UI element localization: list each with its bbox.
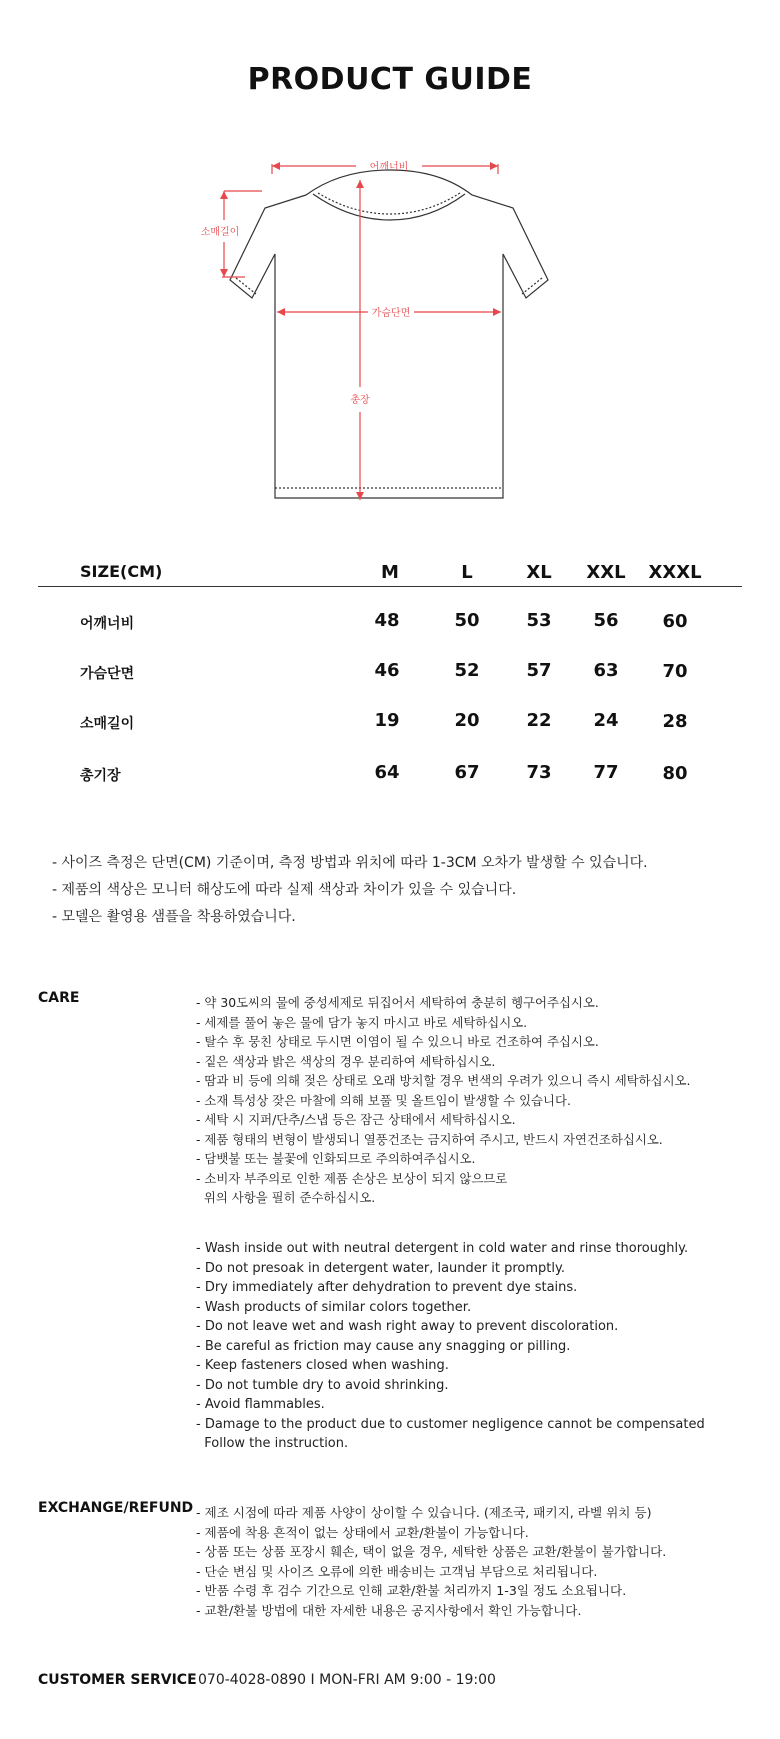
customer-service-info: 070-4028-0890 I MON-FRI AM 9:00 - 19:00 <box>198 1672 496 1688</box>
care-ko-line: - 소재 특성상 잦은 마찰에 의해 보풀 및 올트임이 발생할 수 있습니다. <box>196 1092 571 1108</box>
care-label: CARE <box>38 990 80 1006</box>
exchange-line: - 상품 또는 상품 포장시 훼손, 택이 없을 경우, 세탁한 상품은 교환/환불이 불가합니다. <box>196 1544 667 1559</box>
exchange-line: - 제품에 착용 흔적이 없는 상태에서 교환/환불이 가능합니다. <box>196 1524 529 1540</box>
care-ko-line: - 짙은 색상과 밝은 색상의 경우 분리하여 세탁하십시오. <box>196 1053 496 1069</box>
table-cell: 73 <box>526 762 552 783</box>
note-line: - 제품의 색상은 모니터 해상도에 따라 실제 색상과 차이가 있을 수 있습니다. <box>52 882 517 898</box>
table-cell: 64 <box>374 762 400 783</box>
care-en-line: - Wash products of similar colors together. <box>196 1299 472 1315</box>
note-line: - 사이즈 측정은 단면(CM) 기준이며, 측정 방법과 위치에 따라 1-3CM 오차가 발생할 수 있습니다. <box>52 855 648 871</box>
table-cell: 20 <box>454 710 480 731</box>
table-cell: 24 <box>593 710 619 731</box>
care-en-line: - Wash inside out with neutral detergent in cold water and rinse thoroughly. <box>196 1241 689 1256</box>
care-ko-line: - 세탁 시 지퍼/단추/스냅 등은 잠근 상태에서 세탁하십시오. <box>196 1112 516 1127</box>
table-cell: 22 <box>526 710 552 731</box>
exchange-line: - 제조 시점에 따라 제품 사양이 상이할 수 있습니다. (제조국, 패키지, 라벨 위치 등) <box>196 1505 652 1520</box>
table-cell: 57 <box>526 660 552 681</box>
size-col-xl: XL <box>526 562 552 583</box>
exchange-label: EXCHANGE/REFUND <box>38 1500 194 1516</box>
care-ko-line: - 땀과 비 등에 의해 젖은 상태로 오래 방치할 경우 변색의 우려가 있으니 즉시 세탁하십시오. <box>196 1073 691 1088</box>
row-label-length: 총기장 <box>80 768 121 784</box>
chest-label: 가슴단면 <box>371 308 411 319</box>
table-cell: 56 <box>593 610 619 631</box>
table-cell: 60 <box>662 611 688 632</box>
exchange-line: - 반품 수령 후 검수 기간으로 인해 교환/환불 처리까지 1-3일 정도 소요됩니다. <box>196 1583 627 1598</box>
care-en-line: - Do not leave wet and wash right away to prevent discoloration. <box>196 1319 619 1334</box>
sleeve-label: 소매길이 <box>200 227 240 238</box>
size-col-xxxl: XXXL <box>648 562 702 583</box>
table-cell: 63 <box>593 660 619 681</box>
table-cell: 53 <box>526 610 552 631</box>
table-cell: 48 <box>374 610 400 631</box>
care-en-line: - Be careful as friction may cause any snagging or pilling. <box>196 1338 571 1354</box>
care-ko-line: - 소비자 부주의로 인한 제품 손상은 보상이 되지 않으므로 <box>196 1170 508 1186</box>
tshirt-outline-icon <box>230 170 548 498</box>
tshirt-measurement-diagram <box>200 150 580 510</box>
care-ko-line: - 세제를 풀어 놓은 물에 담가 놓지 마시고 바로 세탁하십시오. <box>196 1014 528 1030</box>
size-header-label: SIZE(CM) <box>80 562 163 581</box>
table-cell: 67 <box>454 762 480 783</box>
care-en-line: - Damage to the product due to customer negligence cannot be compensated <box>196 1416 705 1432</box>
care-en-line: - Keep fasteners closed when washing. <box>196 1358 449 1373</box>
care-ko-line: - 약 30도씨의 물에 중성세제로 뒤집어서 세탁하여 충분히 헹구어주십시오. <box>196 995 599 1010</box>
care-en-line: - Avoid flammables. <box>196 1397 325 1412</box>
size-col-xxl: XXL <box>586 562 626 583</box>
table-cell: 70 <box>662 661 688 682</box>
table-cell: 77 <box>593 762 619 783</box>
length-label: 총장 <box>350 395 370 406</box>
row-label-shoulder: 어깨너비 <box>80 616 135 632</box>
table-cell: 80 <box>662 763 688 784</box>
table-divider <box>38 586 742 587</box>
customer-service-label: CUSTOMER SERVICE <box>38 1672 197 1688</box>
care-en-line: - Do not presoak in detergent water, launder it promptly. <box>196 1260 565 1276</box>
table-cell: 50 <box>454 610 480 631</box>
size-col-l: L <box>461 562 473 583</box>
table-cell: 19 <box>374 710 400 731</box>
row-label-sleeve: 소매길이 <box>80 716 135 732</box>
care-en-line: - Do not tumble dry to avoid shrinking. <box>196 1377 449 1393</box>
table-cell: 28 <box>662 711 688 732</box>
size-col-m: M <box>381 562 399 583</box>
care-en-line: - Dry immediately after dehydration to prevent dye stains. <box>196 1280 578 1295</box>
page-title: PRODUCT GUIDE <box>247 62 533 97</box>
row-label-chest: 가슴단면 <box>80 666 135 682</box>
exchange-line: - 교환/환불 방법에 대한 자세한 내용은 공지사항에서 확인 가능합니다. <box>196 1602 582 1618</box>
shoulder-label: 어깨너비 <box>369 162 409 173</box>
care-en-line: Follow the instruction. <box>196 1436 349 1451</box>
care-ko-line: 위의 사항을 필히 준수하십시오. <box>196 1190 376 1205</box>
care-ko-line: - 제품 형태의 변형이 발생되니 열풍건조는 금지하여 주시고, 반드시 자연건조하십시오. <box>196 1131 663 1147</box>
care-ko-line: - 담뱃불 또는 불꽃에 인화되므로 주의하여주십시오. <box>196 1151 476 1166</box>
note-line: - 모델은 촬영용 샘플을 착용하였습니다. <box>52 909 296 925</box>
exchange-line: - 단순 변심 및 사이즈 오류에 의한 배송비는 고객님 부담으로 처리됩니다. <box>196 1563 598 1579</box>
table-cell: 46 <box>374 660 400 681</box>
table-cell: 52 <box>454 660 480 681</box>
care-ko-line: - 탈수 후 뭉친 상태로 두시면 이염이 될 수 있으니 바로 건조하여 주십시오. <box>196 1034 599 1049</box>
